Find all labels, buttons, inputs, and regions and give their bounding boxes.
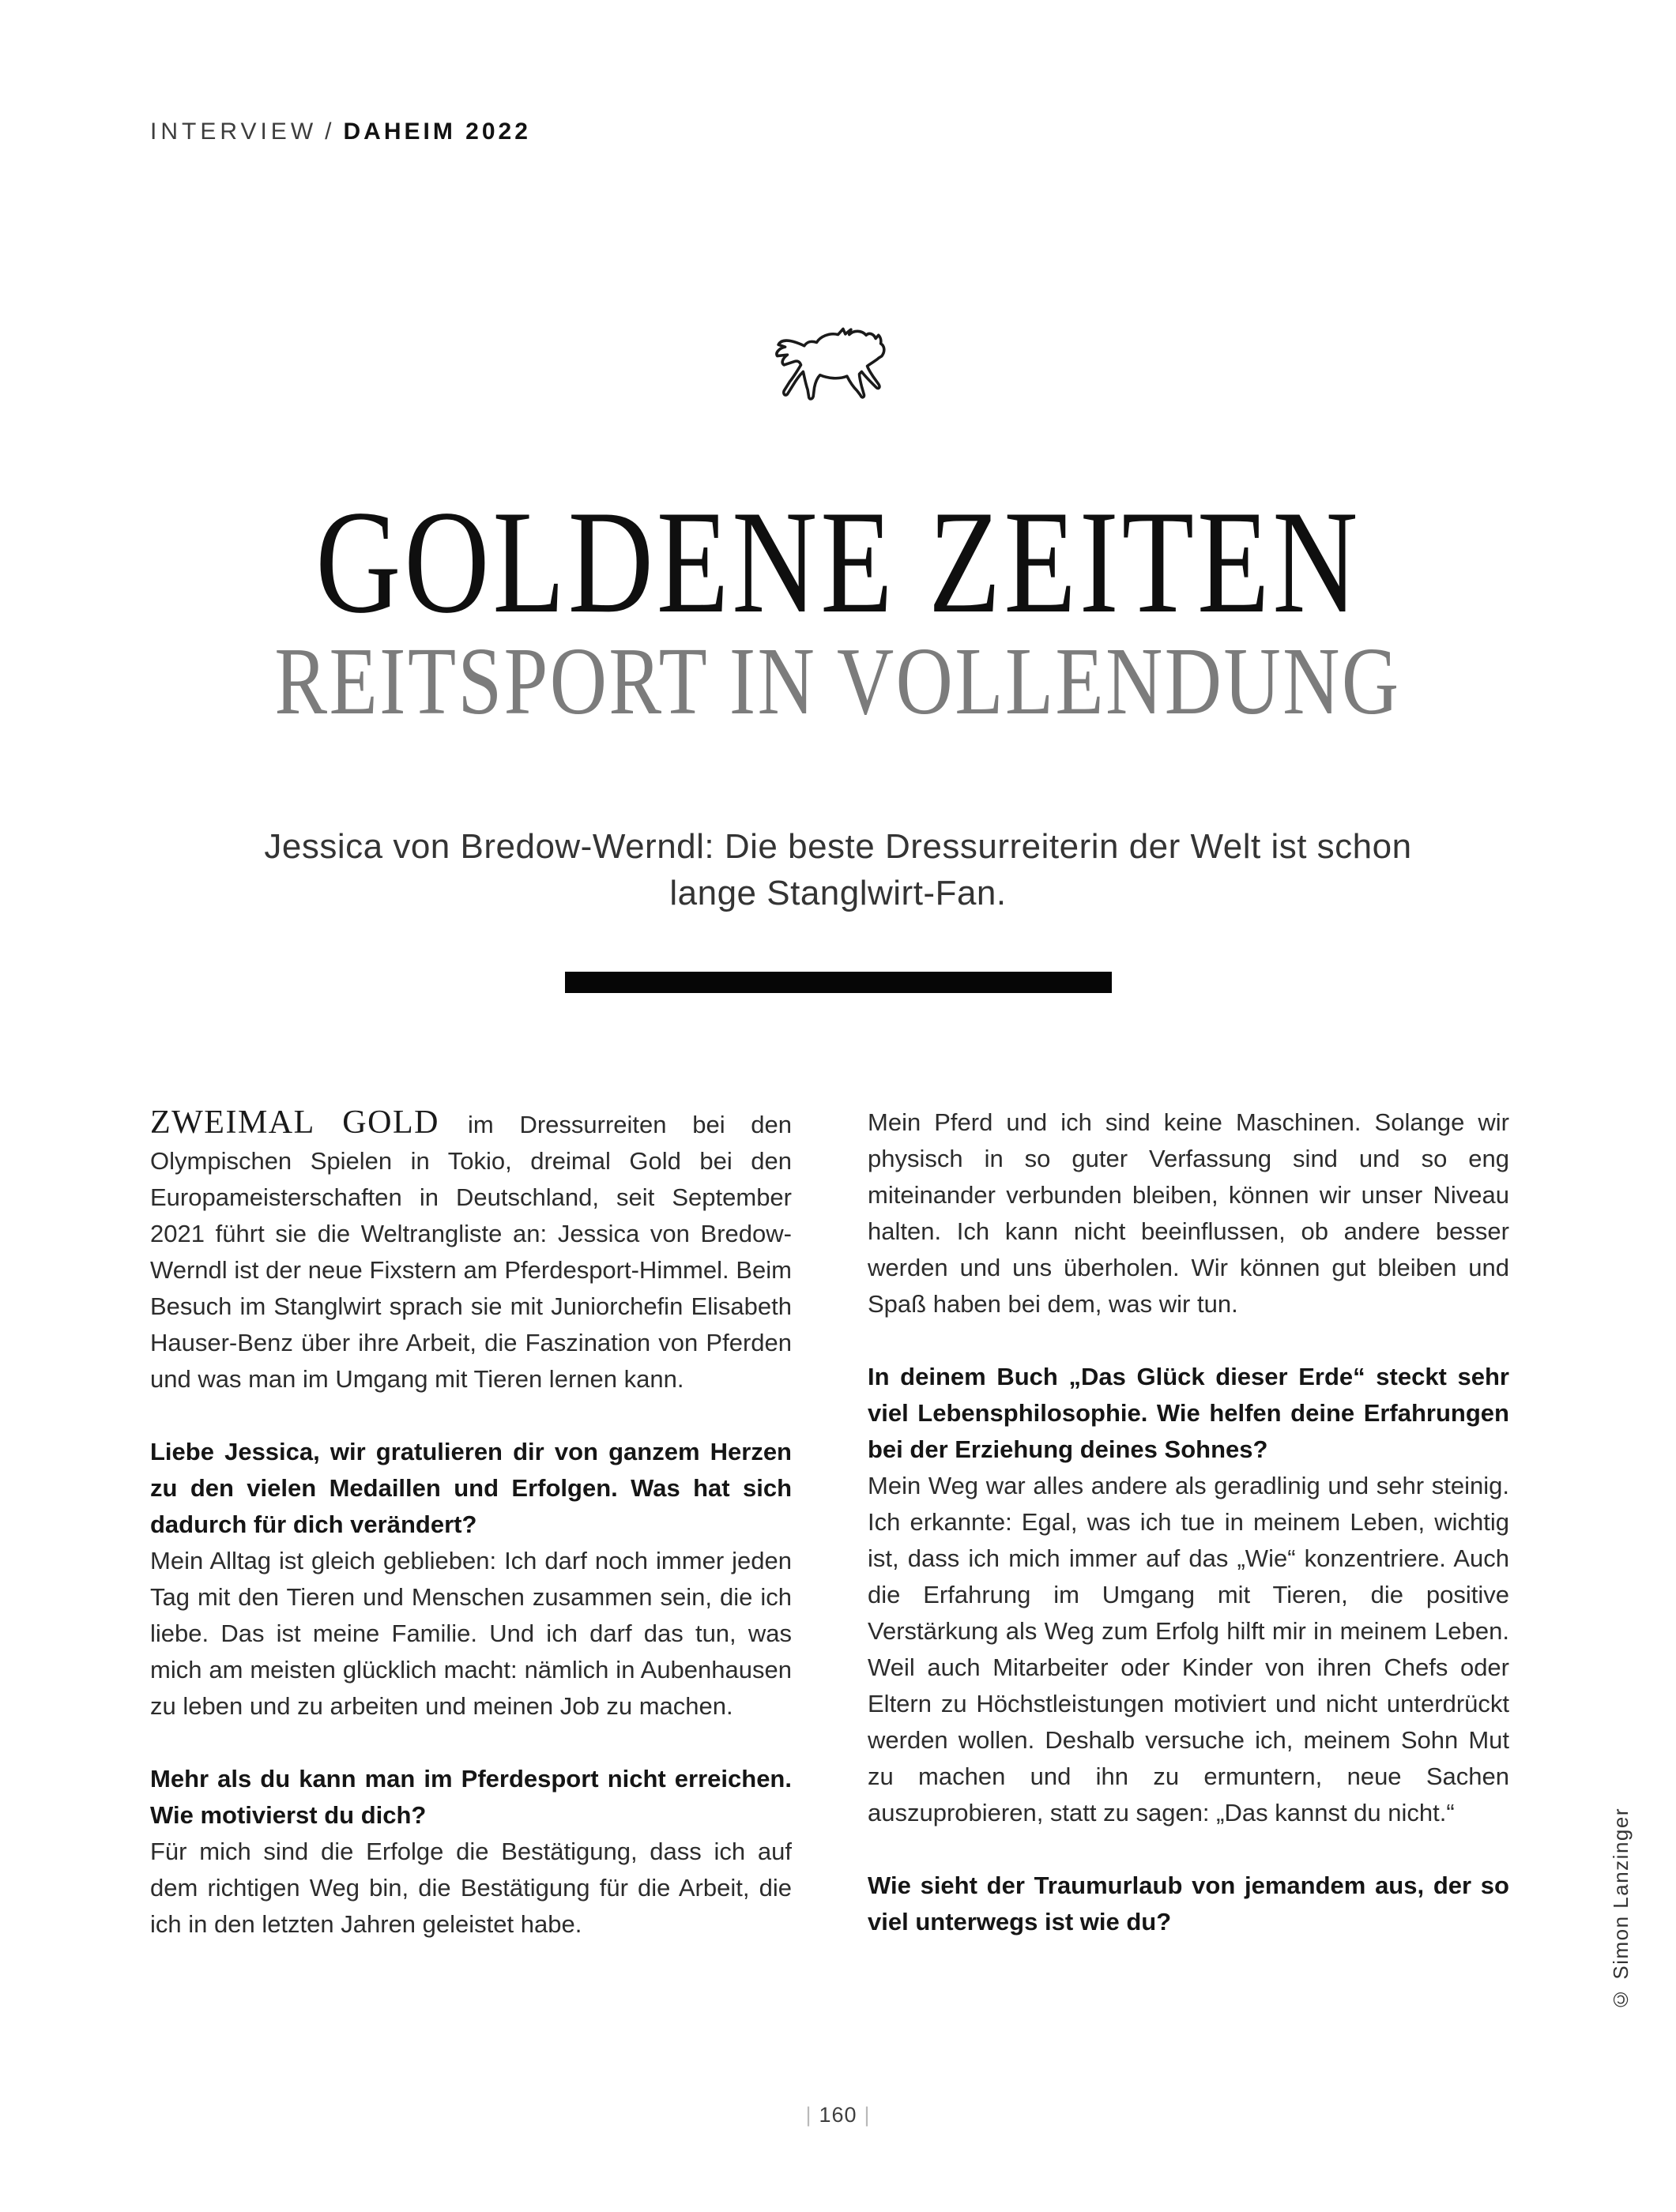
page-header <box>150 118 531 145</box>
subtitle-block <box>0 628 1676 735</box>
interview-answer: Mein Weg war alles andere als geradlinig und sehr steinig. Ich erkannte: Egal, was ich tue in meinem Leben, wichtig ist, dass ich mich immer auf das „Wie“ konzentriere. Auch die Erfahrung im Umgang mit Tieren, die positive Verstärkung als Weg zum Erfolg hilft mir in meinem Leben. Weil auch Mitarbeiter oder Kinder von ihren Chefs oder Eltern zu Höchstleistungen motiviert und nicht unterdrückt werden wollen. Deshalb versuche ich, meinem Sohn Mut zu machen und ihn zu ermuntern, neue Sachen auszuprobieren, statt zu sagen: „Das kannst du nicht.“ <box>868 1472 1509 1826</box>
header-separator: / <box>325 118 336 145</box>
title-divider-rule <box>565 972 1112 993</box>
interview-answer: Mein Alltag ist gleich geblieben: Ich darf noch immer jeden Tag mit den Tieren und Menschen zusammen sein, die ich liebe. Das ist meine Familie. Und ich darf das tun, was mich am meisten glücklich macht: nämlich in Aubenhausen zu leben und zu arbeiten und meinen Job zu machen. <box>150 1547 792 1720</box>
page-number-value: 160 <box>819 2103 857 2127</box>
interview-answer: Mein Pferd und ich sind keine Maschinen. Solange wir physisch in so guter Verfassung sind und so eng miteinander verbunden bleiben, können wir unser Niveau halten. Ich kann nicht beeinflussen, ob andere besser werden und uns überholen. Wir können gut bleiben und Spaß haben bei dem, was wir tun. <box>868 1108 1509 1318</box>
interview-question: Wie sieht der Traumurlaub von jemandem aus, der so viel unterwegs ist wie du? <box>868 1872 1509 1936</box>
interview-question: Liebe Jessica, wir gratulieren dir von ganzem Herzen zu den vielen Medaillen und Erfolgen. Was hat sich dadurch für dich verändert? <box>150 1438 792 1538</box>
photo-credit: © Simon Lanzinger <box>1609 1808 1633 2011</box>
title-block <box>0 480 1676 644</box>
interview-question: Mehr als du kann man im Pferdesport nicht erreichen. Wie motivierst du dich? <box>150 1765 792 1829</box>
page-number-separator-right: | <box>864 2103 871 2127</box>
header-section-label: INTERVIEW <box>150 118 318 145</box>
page-title: GOLDENE ZEITEN <box>314 480 1362 644</box>
article-column-right <box>868 1104 1509 1940</box>
page-number <box>0 2103 1676 2127</box>
intro-lead-in: ZWEIMAL GOLD <box>150 1104 469 1141</box>
header-issue-label: DAHEIM 2022 <box>343 118 531 145</box>
interview-answer: Für mich sind die Erfolge die Bestätigung, dass ich auf dem richtigen Weg bin, die Bestätigung für die Arbeit, die ich in den letzten Jahren geleistet habe. <box>150 1838 792 1938</box>
intro-paragraph: ZWEIMAL GOLD im Dressurreiten bei den Olympischen Spielen in Tokio, dreimal Gold bei den Europameisterschaften in Deutschland, seit September 2021 führt sie die Weltrangliste an: Jessica von Bredow-Werndl ist der neue Fixstern am Pferdesport-Himmel. Beim Besuch im Stanglwirt sprach sie mit Juniorchefin Elisabeth Hauser-Benz über ihre Arbeit, die Faszination von Pferden und was man im Umgang mit Tieren lernen kann. <box>150 1104 793 1393</box>
article-column-left <box>150 1104 792 1943</box>
horse-icon <box>0 320 1676 416</box>
lead-paragraph: Jessica von Bredow-Werndl: Die beste Dressurreiterin der Welt ist schon lange Stanglwirt-Fan. <box>264 827 1412 912</box>
page-subtitle: REITSPORT IN VOLLENDUNG <box>274 628 1402 735</box>
interview-question: In deinem Buch „Das Glück dieser Erde“ steckt sehr viel Lebensphilosophie. Wie helfen deine Erfahrungen bei der Erziehung deines Sohnes? <box>868 1363 1509 1463</box>
page-number-separator-left: | <box>805 2103 812 2127</box>
